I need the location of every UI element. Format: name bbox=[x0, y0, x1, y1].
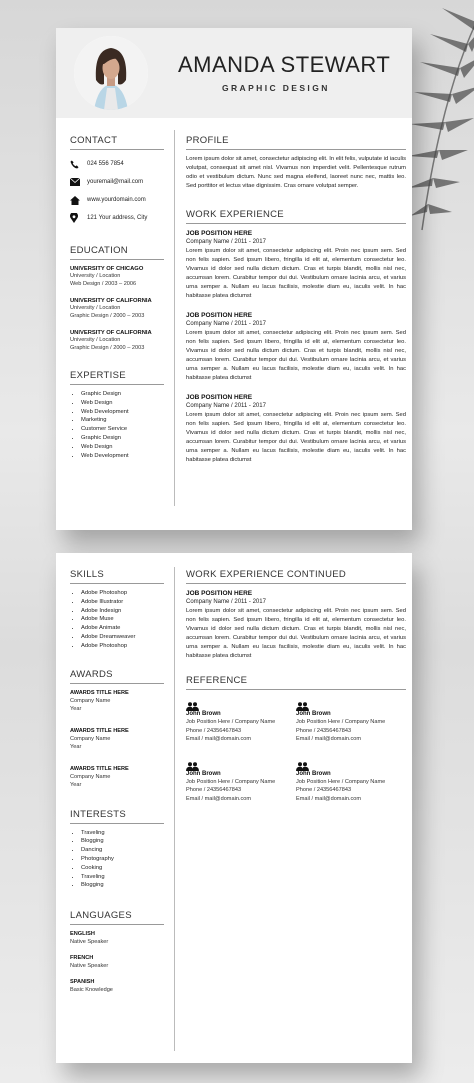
resume-header bbox=[56, 28, 412, 118]
job-entry bbox=[186, 589, 406, 661]
column-divider bbox=[174, 567, 175, 1051]
job-description: Lorem ipsum dolor sit amet, consectetur adipiscing elit. Proin nec ipsum sem. Sed non felis sapien. Sed ipsum libero, fringilla id elit at, elementum consectetur leo. Vivamus id dolor sed nulla dictum dictum. Cras et turpis blandit, mollis nisl nec, accumsan lorem. Curabitur tempor dui dui. Vestibulum ornare lacinia arcu, et varius urna semper a. Nullam eu lacus facilisis, molestie diam eu, iaculis velit. In hac habitasse platea dictumst bbox=[186, 608, 406, 659]
skill-item: • Adobe Photoshop bbox=[81, 642, 164, 651]
job-description: Lorem ipsum dolor sit amet, consectetur adipiscing elit. Proin nec ipsum sem. Sed non felis sapien. Sed ipsum libero, fringilla id elit at, elementum consectetur leo. Vivamus id dolor sed nulla dictum dictum. Cras et turpis blandit, mollis nisl nec, accumsan lorem. Curabitur tempor dui dui. Vestibulum ornare lacinia arcu, et varius urna semper a. Nullam eu lacus facilisis, molestie diam eu, iaculis velit. In hac habitasse platea dictumst bbox=[186, 248, 406, 299]
left-column bbox=[70, 135, 164, 460]
contact-phone-text: 024 556 7854 bbox=[87, 161, 124, 167]
expertise-item: • Customer Service bbox=[81, 425, 164, 434]
reference-email: Email / mail@domain.com bbox=[296, 795, 362, 802]
interest-item: • Dancing bbox=[81, 846, 164, 855]
education-school: UNIVERSITY OF CHICAGO bbox=[70, 266, 144, 272]
job-title: JOB POSITION HERE bbox=[186, 230, 253, 237]
interest-item: • Blogging bbox=[81, 881, 164, 890]
expertise-item: • Graphic Design bbox=[81, 434, 164, 443]
reference-card bbox=[186, 758, 296, 804]
left-column bbox=[70, 569, 164, 1002]
skill-item: • Adobe Animate bbox=[81, 624, 164, 633]
reference-name: John Brown bbox=[186, 711, 221, 717]
work-continued-heading: WORK EXPERIENCE CONTINUED bbox=[186, 569, 406, 584]
interests-list bbox=[70, 829, 164, 891]
reference-position: Job Position Here / Company Name bbox=[296, 719, 386, 725]
education-school: UNIVERSITY OF CALIFORNIA bbox=[70, 330, 152, 336]
education-heading: EDUCATION bbox=[70, 245, 164, 260]
location-pin-icon bbox=[70, 213, 82, 223]
fern-leaf-decoration bbox=[402, 0, 474, 250]
reference-grid bbox=[186, 698, 406, 803]
right-column bbox=[186, 569, 406, 803]
contact-address-text: 121 Your address, City bbox=[87, 215, 148, 221]
reference-phone: Phone / 24356467843 bbox=[296, 727, 352, 734]
education-degree: Web Design / 2003 – 2006 bbox=[70, 280, 137, 287]
reference-name: John Brown bbox=[296, 770, 331, 777]
reference-position: Job Position Here / Company Name bbox=[186, 778, 276, 785]
reference-email: Email / mail@domain.com bbox=[186, 795, 252, 802]
language-level: Native Speaker bbox=[70, 963, 109, 970]
reference-name: John Brown bbox=[296, 711, 331, 717]
reference-phone: Phone / 24356467843 bbox=[296, 787, 352, 793]
home-icon bbox=[70, 195, 82, 205]
expertise-item: • Web Design bbox=[81, 443, 164, 452]
job-description: Lorem ipsum dolor sit amet, consectetur adipiscing elit. Proin nec ipsum sem. Sed non felis sapien. Sed ipsum libero, fringilla id elit at, elementum consectetur leo. Vivamus id dolor sed nulla dictum dictum. Cras et turpis blandit, mollis nisl nec, accumsan lorem. Curabitur tempor dui dui. Vestibulum ornare lacinia arcu, et varius urna semper a. Nullam eu lacus facilisis, molestie diam eu, iaculis velit. In hac habitasse platea dictumst bbox=[186, 330, 406, 381]
skills-list bbox=[70, 589, 164, 651]
envelope-icon bbox=[70, 177, 82, 187]
reference-name: John Brown bbox=[186, 770, 221, 777]
award-year: Year bbox=[70, 781, 82, 788]
award-item bbox=[70, 727, 164, 751]
expertise-item: • Web Design bbox=[81, 399, 164, 408]
language-item bbox=[70, 954, 164, 970]
reference-email: Email / mail@domain.com bbox=[186, 736, 252, 742]
job-description: Lorem ipsum dolor sit amet, consectetur adipiscing elit. Proin nec ipsum sem. Sed non felis sapien. Sed ipsum libero, fringilla id elit at, elementum consectetur leo. Vivamus id dolor sed nulla dictum dictum. Cras et turpis blandit, mollis nisl nec, accumsan lorem. Curabitur tempor dui dui. Vestibulum ornare lacinia arcu, et varius urna semper a. Nullam eu lacus facilisis, molestie diam eu, iaculis velit. In hac habitasse platea dictumst bbox=[186, 412, 406, 463]
skill-item: • Adobe Illustrator bbox=[81, 598, 164, 607]
expertise-item: • Web Development bbox=[81, 408, 164, 417]
language-name: FRENCH bbox=[70, 955, 94, 962]
contact-list bbox=[70, 155, 164, 227]
award-item bbox=[70, 765, 164, 789]
reference-heading: REFERENCE bbox=[186, 675, 406, 690]
skill-item: • Adobe Indesign bbox=[81, 607, 164, 616]
right-column bbox=[186, 135, 406, 475]
people-icon bbox=[296, 758, 406, 768]
reference-phone: Phone / 24356467843 bbox=[186, 787, 242, 793]
skill-item: • Adobe Muse bbox=[81, 615, 164, 624]
award-item bbox=[70, 689, 164, 713]
reference-card bbox=[296, 758, 406, 804]
job-company: Company Name / 2011 - 2017 bbox=[186, 599, 266, 605]
people-icon bbox=[186, 758, 296, 768]
interest-item: • Traveling bbox=[81, 873, 164, 882]
profile-text: Lorem ipsum dolor sit amet, consectetur adipiscing elit. In elit felis, vulputate id iaculis volutpat, consequat sit amet nisl. Vivamus non imperdiet velit. Pellentesque rutrum odio et vestibulum dictum. Nunc sed magna eleifend, laoreet nunc nec, mattis leo. Sed porttitor et lectus vitae dignissim. Cras ornare volutpat semper. bbox=[186, 156, 406, 189]
work-experience-heading: WORK EXPERIENCE bbox=[186, 209, 406, 224]
portrait-image bbox=[74, 36, 148, 110]
award-company: Company Name bbox=[70, 735, 111, 742]
reference-card bbox=[296, 698, 406, 744]
contact-email bbox=[70, 173, 164, 191]
award-year: Year bbox=[70, 705, 82, 712]
skills-heading: SKILLS bbox=[70, 569, 164, 584]
contact-address bbox=[70, 209, 164, 227]
reference-phone: Phone / 24356467843 bbox=[186, 727, 242, 734]
expertise-item: • Marketing bbox=[81, 416, 164, 425]
language-name: ENGLISH bbox=[70, 931, 95, 938]
reference-position: Job Position Here / Company Name bbox=[296, 778, 386, 785]
skill-item: • Adobe Photoshop bbox=[81, 589, 164, 598]
education-degree: Graphic Design / 2000 – 2003 bbox=[70, 312, 145, 319]
language-level: Native Speaker bbox=[70, 939, 109, 946]
reference-position: Job Position Here / Company Name bbox=[186, 719, 276, 725]
skill-item: • Adobe Dreamweaver bbox=[81, 633, 164, 642]
education-location: University / Location bbox=[70, 305, 121, 311]
job-company: Company Name / 2011 - 2017 bbox=[186, 321, 266, 327]
contact-heading: CONTACT bbox=[70, 135, 164, 150]
education-degree: Graphic Design / 2000 – 2003 bbox=[70, 344, 145, 351]
resume-page-2 bbox=[56, 553, 412, 1063]
award-year: Year bbox=[70, 743, 82, 750]
language-item bbox=[70, 978, 164, 994]
education-location: University / Location bbox=[70, 337, 121, 343]
job-title: JOB POSITION HERE bbox=[186, 394, 253, 401]
job-entry bbox=[186, 229, 406, 301]
contact-website-text: www.yourdomain.com bbox=[87, 197, 146, 203]
contact-website bbox=[70, 191, 164, 209]
expertise-item: • Graphic Design bbox=[81, 390, 164, 399]
language-name: SPANISH bbox=[70, 979, 95, 986]
award-title: AWARDS TITLE HERE bbox=[70, 689, 129, 696]
column-divider bbox=[174, 130, 175, 506]
phone-icon bbox=[70, 159, 82, 169]
interest-item: • Photography bbox=[81, 855, 164, 864]
job-title: JOB POSITION HERE bbox=[186, 312, 253, 319]
job-entry bbox=[186, 393, 406, 465]
job-entry bbox=[186, 311, 406, 383]
interest-item: • Traveling bbox=[81, 829, 164, 838]
education-item bbox=[70, 265, 164, 288]
candidate-name: AMANDA STEWART bbox=[178, 52, 391, 77]
award-title: AWARDS TITLE HERE bbox=[70, 765, 129, 772]
education-location: University / Location bbox=[70, 273, 121, 279]
contact-email-text: youremail@mail.com bbox=[87, 179, 144, 185]
people-icon bbox=[186, 698, 296, 708]
expertise-item: • Web Development bbox=[81, 452, 164, 461]
interests-heading: INTERESTS bbox=[70, 809, 164, 824]
candidate-role: GRAPHIC DESIGN bbox=[222, 83, 330, 93]
education-item bbox=[70, 329, 164, 352]
award-company: Company Name bbox=[70, 773, 111, 780]
languages-heading: LANGUAGES bbox=[70, 910, 164, 925]
job-company: Company Name / 2011 - 2017 bbox=[186, 239, 266, 245]
expertise-list bbox=[70, 390, 164, 460]
expertise-heading: EXPERTISE bbox=[70, 370, 164, 385]
education-school: UNIVERSITY OF CALIFORNIA bbox=[70, 298, 152, 304]
resume-page-1 bbox=[56, 28, 412, 530]
job-company: Company Name / 2011 - 2017 bbox=[186, 403, 266, 409]
people-icon bbox=[296, 698, 406, 708]
language-level: Basic Knowledge bbox=[70, 987, 113, 994]
interest-item: • Cooking bbox=[81, 864, 164, 873]
job-title: JOB POSITION HERE bbox=[186, 590, 253, 597]
profile-photo bbox=[74, 36, 148, 110]
language-item bbox=[70, 930, 164, 946]
award-title: AWARDS TITLE HERE bbox=[70, 727, 129, 734]
contact-phone bbox=[70, 155, 164, 173]
profile-heading: PROFILE bbox=[186, 135, 406, 150]
reference-card bbox=[186, 698, 296, 744]
awards-heading: AWARDS bbox=[70, 669, 164, 684]
interest-item: • Blogging bbox=[81, 837, 164, 846]
award-company: Company Name bbox=[70, 697, 111, 704]
reference-email: Email / mail@domain.com bbox=[296, 736, 362, 742]
education-item bbox=[70, 297, 164, 320]
